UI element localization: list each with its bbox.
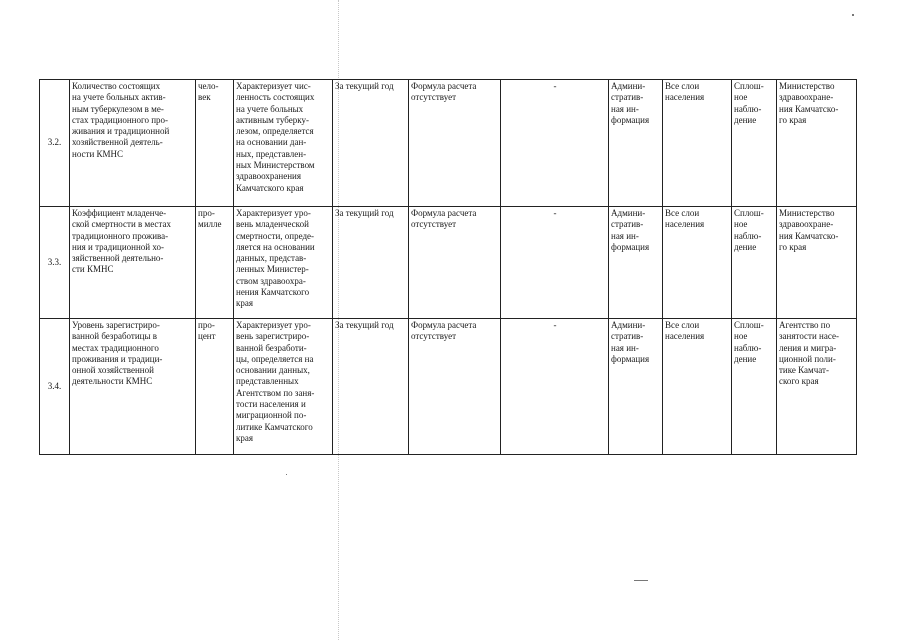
basic-indicators: -: [501, 80, 609, 207]
table-row: [40, 207, 857, 319]
time-period: За текущий год: [333, 80, 409, 207]
scan-speck: [634, 580, 648, 581]
observation-unit: Все слои населения: [663, 207, 732, 319]
basic-indicators: -: [501, 319, 609, 455]
indicator-name: Количество состоящих на учете больных актив- ным туберкулезом в ме- стах традиционного про- живания и традиционной хозяйственной деятель- ности КМНС: [70, 80, 196, 207]
calculation-formula: Формула расчета отсутствует: [409, 319, 501, 455]
unit-of-measure: чело- век: [196, 80, 234, 207]
calculation-formula: Формула расчета отсутствует: [409, 80, 501, 207]
data-source: Админи- стратив- ная ин- формация: [609, 207, 663, 319]
responsible-body: Министерство здравоохране- ния Камчатско- го края: [777, 207, 857, 319]
indicator-description: Характеризует чис- ленность состоящих на учете больных активным туберку- лезом, определяется на основании дан- ных, представлен- ных Министерством здравоохранения Камчатского края: [234, 80, 333, 207]
data-source: Админи- стратив- ная ин- формация: [609, 80, 663, 207]
observation-unit: Все слои населения: [663, 319, 732, 455]
data-source: Админи- стратив- ная ин- формация: [609, 319, 663, 455]
responsible-body: Агентство по занятости насе- ления и мигра- ционной поли- тике Камчат- ского края: [777, 319, 857, 455]
time-period: За текущий год: [333, 319, 409, 455]
row-number: 3.2.: [40, 80, 70, 207]
collection-method: Сплош- ное наблю- дение: [732, 319, 777, 455]
scan-speck: [852, 14, 854, 16]
responsible-body: Министерство здравоохране- ния Камчатско- го края: [777, 80, 857, 207]
indicator-name: Уровень зарегистриро- ванной безработицы в местах традиционного проживания и традици- онной хозяйственной деятельности КМНС: [70, 319, 196, 455]
table-row: [40, 319, 857, 455]
calculation-formula: Формула расчета отсутствует: [409, 207, 501, 319]
indicator-name: Коэффициент младенче- ской смертности в местах традиционного прожива- ния и традиционной хо- зяйственной деятельно- сти КМНС: [70, 207, 196, 319]
unit-of-measure: про- милле: [196, 207, 234, 319]
row-number: 3.3.: [40, 207, 70, 319]
indicators-table: [39, 79, 857, 455]
observation-unit: Все слои населения: [663, 80, 732, 207]
scan-speck: [286, 474, 287, 475]
collection-method: Сплош- ное наблю- дение: [732, 207, 777, 319]
row-number: 3.4.: [40, 319, 70, 455]
table-row: [40, 80, 857, 207]
time-period: За текущий год: [333, 207, 409, 319]
indicator-description: Характеризует уро- вень младенческой смертности, опреде- ляется на основании данных, представ- ленных Министер- ством здравоохра- нения Камчатского края: [234, 207, 333, 319]
indicator-description: Характеризует уро- вень зарегистриро- ванной безработи- цы, определяется на основании данных, представленных Агентством по заня- тости населения и миграционной по- литике Камчатского края: [234, 319, 333, 455]
basic-indicators: -: [501, 207, 609, 319]
unit-of-measure: про- цент: [196, 319, 234, 455]
collection-method: Сплош- ное наблю- дение: [732, 80, 777, 207]
